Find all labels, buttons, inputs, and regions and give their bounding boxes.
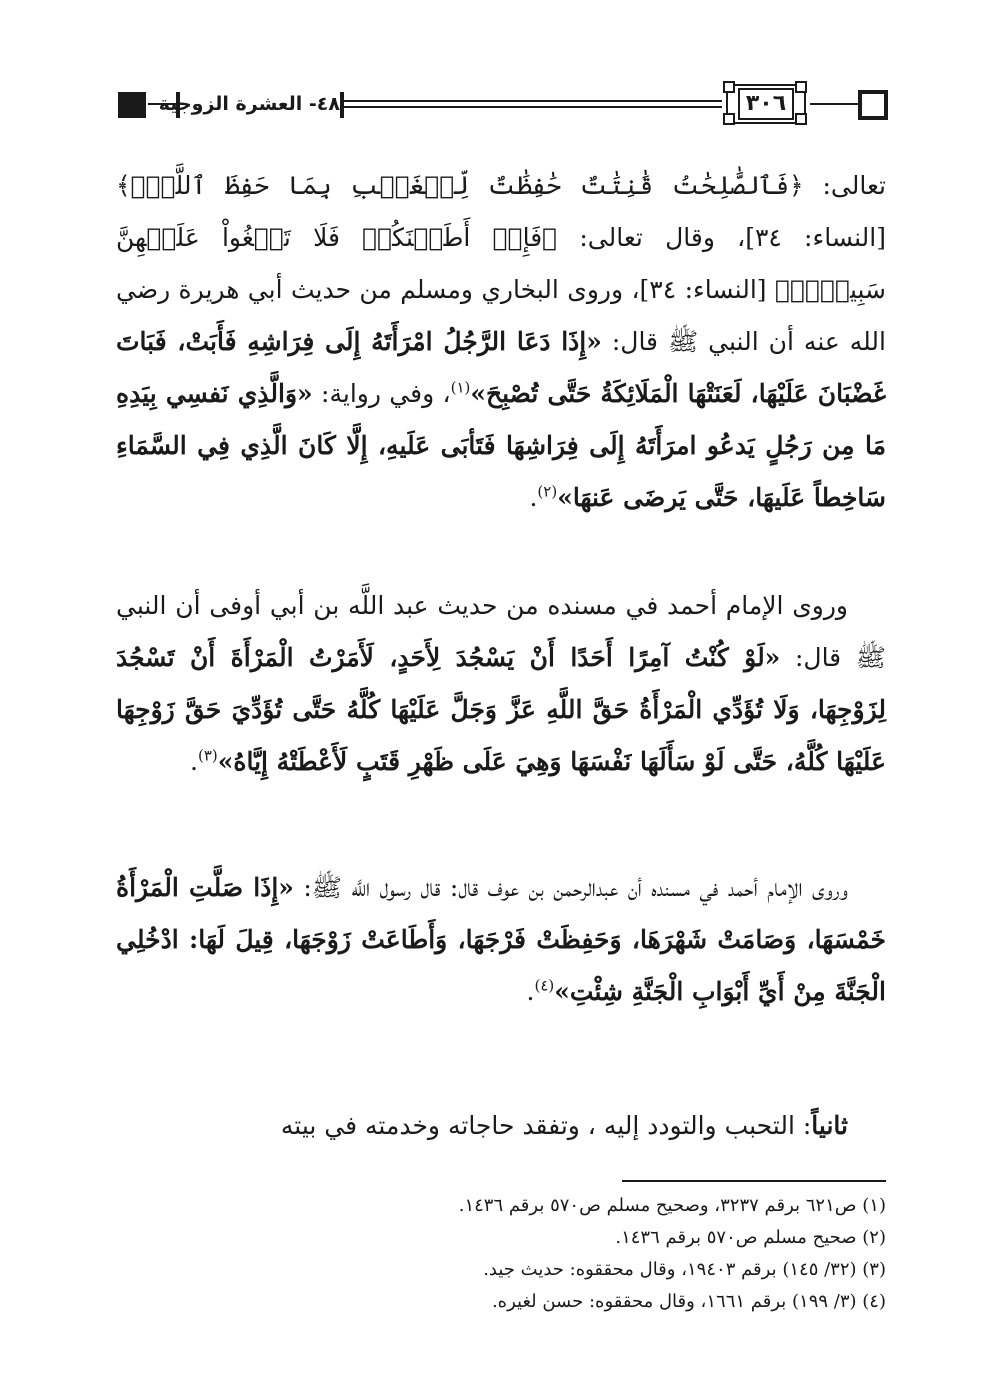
paragraph-1 [116,160,886,524]
footnote: (٢) صحيح مسلم ص٥٧٠ برقم ١٤٣٦. [615,1227,886,1248]
footnote-ref: (٢) [537,482,558,501]
quran-verse: ﴿فَٱلصَّٰلِحَٰتُ قَٰنِتَٰتٌ حَٰفِظَٰتٌ لِّلۡغَيۡبِ بِمَا حَفِظَ ٱللَّهُۚ﴾ [116,171,804,200]
footnotes [116,1190,886,1318]
footnote-ref: (٤) [534,976,555,995]
hadith-text: «وَالَّذِي نَفسِي بِيَدِهِ مَا مِن رَجُلٍ يَدعُو امرَأَتَهُ إِلَى فِرَاشِهَا فَتَأبَى عَلَيهِ، إِلَّا كَانَ الَّذِي فِي السَّمَاءِ سَاخِطاً عَلَيهَا، حَتَّى يَرضَى عَنهَا» [116,379,886,512]
footnote: (١) ص٦٢١ برقم ٣٢٣٧، وصحيح مسلم ص٥٧٠ برقم ١٤٣٦. [458,1195,886,1216]
footnote-ref: (٣) [197,746,218,765]
text-run: . [190,747,198,776]
header-left-ornament [118,92,146,118]
header-rule [810,103,858,105]
header-right-ornament [858,90,888,120]
footnote: (٣) (٣٢/ ١٤٥) برقم ١٩٤٠٣، وقال محققوه: حديث جيد. [483,1259,886,1280]
paragraph-2 [116,580,886,788]
quran-verse: ﴿فَإِنۡ أَطَعۡنَكُمۡ فَلَا تَبۡغُواْ عَلَيۡهِنَّ سَبِيلًاۗ﴾ [116,223,886,304]
page-number-frame [726,84,806,124]
text-run: [النساء: ٣٤]، وقال تعالى: [557,223,886,252]
chapter-title: ٤٨- العشرة الزوجية [158,93,340,115]
frame-corner-ornament [723,113,735,125]
text-run: وروى الإمام أحمد في مسنده أن عبدالرحمن بن عوف قال: قال رسول اللَّه ﷺ: [293,873,848,902]
header-double-rule-bottom [344,106,722,108]
header-title-bar-right [340,92,344,118]
page-number: ٣٠٦ [745,91,787,116]
footnote: (٤) (٣/ ١٩٩) برقم ١٦٦١، وقال محققوه: حسن لغيره. [491,1291,886,1312]
text-run: . [526,977,535,1006]
section-heading: ثانياً [811,1111,848,1140]
text-run: [النساء: ٣٤]، وروى البخاري ومسلم من حديث أبي هريرة رضي الله عنه أن النبي ﷺ قال: [116,275,886,356]
frame-corner-ornament [723,81,735,93]
hadith-text: «إِذَا صَلَّتِ الْمَرْأَةُ خَمْسَهَا، وَصَامَتْ شَهْرَهَا، وَحَفِظَتْ فَرْجَهَا، وَأَطَاعَتْ زَوْجَهَا، قِيلَ لَهَا: ادْخُلِي الْجَنَّةَ مِنْ أَيِّ أَبْوَابِ الْجَنَّةِ شِئْتِ» [116,873,886,1006]
footnote-separator [622,1180,886,1182]
footnote-ref: (١) [450,378,471,397]
text-run: تعالى: [803,171,886,200]
hadith-text: «إِذَا دَعَا الرَّجُلُ امْرَأَتَهُ إِلَى فِرَاشِهِ فَأَبَتْ، فَبَاتَ غَضْبَانَ عَلَيْهَا، لَعَنَتْهَا الْمَلَائِكَةُ حَتَّى تُصْبِحَ» [116,327,887,408]
frame-corner-ornament [795,81,807,93]
text-run: : التحبب والتودد إليه ، وتفقد حاجاته وخدمته في بيته [280,1111,812,1140]
header-double-rule-top [344,100,722,102]
paragraph-4 [116,1100,886,1152]
text-run: ، وفي رواية: [312,379,451,408]
frame-corner-ornament [795,113,807,125]
text-run: وروى الإمام أحمد في مسنده من حديث عبد اللَّه بن أبي أوفى أن النبي ﷺ قال: [116,591,886,672]
paragraph-3 [116,862,886,1018]
hadith-text: «لَوْ كُنْتُ آمِرًا أَحَدًا أَنْ يَسْجُدَ لِأَحَدٍ، لَأَمَرْتُ الْمَرْأَةَ أَنْ تَسْجُدَ لِزَوْجِهَا، وَلَا تُؤَدِّي الْمَرْأَةُ حَقَّ اللَّهِ عَزَّ وَجَلَّ عَلَيْهَا كُلَّهُ حَتَّى تُؤَدِّيَ حَقَّ زَوْجِهَا عَلَيْهَا كُلَّهُ، حَتَّى لَوْ سَأَلَهَا نَفْسَهَا وَهِيَ عَلَى ظَهْرِ قَتَبٍ لَأَعْطَتْهُ إِيَّاهُ» [116,643,886,776]
text-run: . [529,483,538,512]
